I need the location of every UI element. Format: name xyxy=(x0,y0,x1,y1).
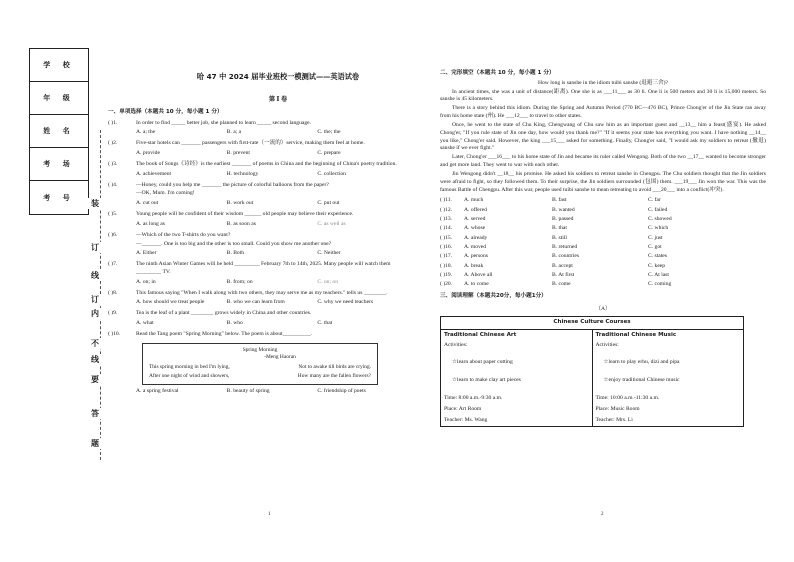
activities-label: Activities: xyxy=(444,341,468,348)
option-b: B. from; on xyxy=(226,278,253,285)
option-c: C. just xyxy=(648,234,663,241)
option-a: A. achievement xyxy=(136,170,172,177)
option-b: B. wanted xyxy=(552,206,575,213)
exam-title: 哈 47 中 2024 届毕业班校一模测试——英语试卷 xyxy=(196,72,360,81)
section-heading: 一、单项选择（本题共 10 分，每小题 1 分） xyxy=(108,108,223,115)
course-art xyxy=(441,330,592,427)
course-time: Time: 10:00 a.m.-11:30 a.m. xyxy=(595,395,660,401)
option-b: B. countries xyxy=(552,253,580,260)
poem-author: -Meng Haoran xyxy=(264,354,296,361)
cloze-number: ( )14. xyxy=(440,225,453,232)
question-text: In order to find _____ better job, she planned to learn _____ second language. xyxy=(136,119,312,126)
option-b: B. accept xyxy=(552,262,573,269)
activity-item: ☆enjoy traditional Chinese music xyxy=(603,377,680,384)
option-b: B. a; a xyxy=(226,129,242,136)
passage-paragraph: In ancient times, she was a unit of distance(距离). One she is as ___11___ as 30 li. One li is 500 meters and 30 li is 15,000 meters. So sanshe is 45 kilometers. xyxy=(440,88,766,103)
option-a: A. break xyxy=(464,262,484,269)
student-info-box xyxy=(29,48,89,215)
cloze-number: ( )18. xyxy=(440,262,453,269)
question-number: ( )10. xyxy=(108,330,121,337)
poem-line: Not to awake till birds are crying. xyxy=(298,363,371,370)
option-b: B. who we can learn from xyxy=(226,299,285,306)
question-1 xyxy=(108,120,408,138)
option-c: C. why we need teachers xyxy=(317,299,374,306)
question-4 xyxy=(108,182,408,208)
option-c: C. put out xyxy=(317,200,340,207)
option-a: A. served xyxy=(464,216,486,223)
course-table xyxy=(440,316,744,428)
option-c: C. prepare xyxy=(317,150,341,157)
option-b: B. as soon as xyxy=(226,220,256,227)
option-b: B. Both xyxy=(226,250,245,257)
question-text: This famous saying "When I walk along with two others, they may serve me as my teachers." tells us ________. xyxy=(136,289,388,296)
page-number-left: 1 xyxy=(268,512,271,517)
page-number-right: 2 xyxy=(601,512,604,517)
option-b: B. fast xyxy=(552,197,567,204)
option-a: A. Either xyxy=(136,250,157,257)
option-b: B. work out xyxy=(226,200,254,207)
option-a: A. a; the xyxy=(136,129,156,136)
info-field-school: 学 校 xyxy=(30,49,88,82)
passage-paragraph: Later, Chong'er ___16___ to his home state of Jin and became its ruler called Wengong. Both of the two __17__ wanted to become stronger and get more land. They went to war with each other. xyxy=(440,154,766,169)
option-a: A. to come xyxy=(464,281,489,288)
option-b: B. passed xyxy=(552,216,574,223)
binding-char: 线 xyxy=(88,270,102,281)
option-c: C. far xyxy=(648,197,661,204)
question-text-reply: —_______. One is too big and the other is too small. Could you show me another one? xyxy=(136,240,332,247)
question-9 xyxy=(108,310,408,328)
option-c: C. failed xyxy=(648,206,668,213)
option-a: A. moved xyxy=(464,244,487,251)
question-2 xyxy=(108,140,408,158)
cloze-number: ( )13. xyxy=(440,216,453,223)
activity-item: ☆learn about paper cutting xyxy=(452,359,513,366)
course-time: Time: 8:00 a.m.-9:30 a.m. xyxy=(444,395,503,401)
question-text: The ninth Asian Winter Games will be held _________ February 7th to 14th, 2025. Many people will watch them _________ TV. xyxy=(136,261,391,275)
cloze-number: ( )15. xyxy=(440,234,453,241)
info-field-grade: 年 级 xyxy=(30,82,88,115)
question-5 xyxy=(108,211,408,229)
binding-char: 订 xyxy=(88,242,102,253)
poem-line: How many are the fallen flowers? xyxy=(297,373,371,380)
course-place: Place: Art Room xyxy=(444,405,482,412)
volume-label: 第 Ⅰ 卷 xyxy=(268,96,288,104)
course-table-title: Chinese Culture Courses xyxy=(441,317,743,330)
question-6 xyxy=(108,232,408,258)
question-text-reply: —OK, Mum. I'm coming! xyxy=(136,190,195,197)
binding-char: 订 xyxy=(88,294,102,305)
binding-char: 线 xyxy=(88,354,102,365)
question-number: ( )5. xyxy=(108,211,118,218)
option-c: C. which xyxy=(648,225,669,232)
question-8 xyxy=(108,290,408,308)
passage-paragraph: There is a story behind this idiom. During the Spring and Autumn Period (770 BC—476 BC), Prince Chong'er of the Jin State ran away from his home state (州). He ___12___ to travel to other states. xyxy=(440,105,766,120)
info-field-room: 考 场 xyxy=(30,148,88,181)
question-text: Tea is the leaf of a plant ________ grows widely in China and other countries. xyxy=(136,310,312,317)
course-teacher: Teacher: Mrs. Li xyxy=(595,416,633,423)
section-heading: 三、阅读理解（本题共20分，每小题1分） xyxy=(440,293,547,300)
course-name: Traditional Chinese Music xyxy=(595,331,677,338)
option-c: C. as well as xyxy=(317,220,346,227)
binding-warning xyxy=(88,198,102,458)
option-a: A. whose xyxy=(464,225,486,232)
question-number: ( )7. xyxy=(108,261,118,268)
option-c: C. keep xyxy=(648,262,666,269)
question-text: Five-star hotels can _______ passengers with first-rate（一流的）service, making them feel at home. xyxy=(136,140,365,147)
option-a: A. provide xyxy=(136,150,160,157)
option-a: A. Above all xyxy=(464,272,493,279)
poem-line: After one night of wind and showers, xyxy=(149,373,230,380)
option-b: H. technology xyxy=(226,170,259,177)
option-b: B. returned xyxy=(552,244,578,251)
binding-char: 要 xyxy=(88,374,102,385)
option-c: C. coming xyxy=(648,281,672,288)
info-field-name: 姓 名 xyxy=(30,115,88,148)
passage-subtitle: How long is sanshe in the idiom tuibi sanshe (退避三舍)? xyxy=(537,79,669,86)
option-b: B. come xyxy=(552,281,571,288)
question-number: ( )4. xyxy=(108,181,118,188)
course-name: Traditional Chinese Art xyxy=(444,331,517,338)
cloze-number: ( )17. xyxy=(440,253,453,260)
option-a: A. offered xyxy=(464,206,487,213)
question-7 xyxy=(108,261,408,286)
option-a: A. how should we treat people xyxy=(136,299,205,306)
poem-line: This spring morning in bed I'm lying, xyxy=(149,363,230,370)
option-c: C. that xyxy=(317,320,333,327)
passage-paragraph: Jin Wengong didn't __18__ his promise. He asked his soldiers to retreat sanshe in Chengpu. The Chu soldiers thought that the Jin soldiers were afraid to fight, so they followed them. To their surprise, the Jin soldiers surrounded (包围) them. ___19___ Jin won the war. This was the famous Battle of Chengpu. After this war, people used tuibi sanshe to mean retreating to avoid ___20___ into a conflict(冲突). xyxy=(440,170,766,193)
question-number: ( )8. xyxy=(108,289,118,296)
option-a: A. a spring festival xyxy=(136,388,179,395)
option-c: C. showed xyxy=(648,216,672,223)
option-b: B. prevent xyxy=(226,150,250,157)
option-c: C. the; the xyxy=(317,129,341,136)
cloze-number: ( )11. xyxy=(440,197,452,204)
cloze-number: ( )20. xyxy=(440,281,453,288)
binding-char: 装 xyxy=(88,198,102,209)
question-text: The book of Songs《诗经》is the earliest _______ of poems in China and the beginning of China's poetry tradition. xyxy=(136,160,397,167)
option-b: B. that xyxy=(552,225,567,232)
cloze-number: ( )12. xyxy=(440,206,453,213)
option-a: A. what xyxy=(136,320,154,327)
cloze-number: ( )16. xyxy=(440,244,453,251)
question-number: ( )9. xyxy=(108,310,118,317)
option-a: A. persons xyxy=(464,253,488,260)
question-number: ( )6. xyxy=(108,231,118,238)
option-c: C. Neither xyxy=(317,250,341,257)
activities-label: Activities: xyxy=(595,341,619,348)
option-b: B. At first xyxy=(552,272,575,279)
info-field-number: 考 号 xyxy=(43,193,75,202)
poem-title: Spring Morning xyxy=(242,346,278,353)
question-number: ( )1. xyxy=(108,119,118,126)
option-c: C. states xyxy=(648,253,667,260)
cloze-number: ( )19. xyxy=(440,272,453,279)
activity-item: ☆learn to play erhu, dizi and pipa xyxy=(603,359,680,366)
binding-char: 内 xyxy=(88,308,102,319)
option-a: A. on; in xyxy=(136,278,156,285)
option-a: A. already xyxy=(464,234,488,241)
left-column xyxy=(108,66,408,396)
course-teacher: Teacher: Ms. Wang xyxy=(444,416,488,423)
question-number: ( )3. xyxy=(108,160,118,167)
option-b: B. who xyxy=(226,320,243,327)
cloze-passage xyxy=(440,89,766,195)
option-c: C. collection xyxy=(317,170,346,177)
section-heading: 二、完形填空（本题共 10 分，每小题 1 分） xyxy=(440,70,555,76)
question-text: Read the Tang poem "Spring Morning" below. The poem is about__________. xyxy=(136,330,313,337)
option-a: A. much xyxy=(464,197,484,204)
cloze-options xyxy=(440,197,766,289)
activity-item: ☆learn to make clay art pieces xyxy=(452,377,521,384)
option-c: C. on; on xyxy=(317,278,339,285)
binding-char: 题 xyxy=(88,438,102,449)
option-b: B. beauty of spring xyxy=(226,388,270,395)
question-number: ( )2. xyxy=(108,140,118,147)
question-text: —Honey, could you help me _______ the picture of colorful balloons from the paper? xyxy=(136,181,329,188)
passage-paragraph: Once, he went to the state of Chu King, Chengwang of Chu saw him as an important guest and __13__ him a feast(盛宴). He asked Chong'er, "If you rule state of Jin one day, how would you thank me?" "If it seems your state has everything you want. I have nothing __14__ you like," Chong'er said. However, the king ___15___ asked for something. Finally, Chong'er said, "I would ask my soldiers to retreat (撤退) sanshe if we ever fight." xyxy=(440,121,766,152)
option-b: B. still xyxy=(552,234,567,241)
binding-char: 答 xyxy=(88,408,102,419)
option-c: C. friendship of poets xyxy=(317,388,366,395)
question-text: Young people will be confident of their wisdom ______ old people may believe their experience. xyxy=(136,211,354,218)
binding-char: 不 xyxy=(88,338,102,349)
passage-label: （A） xyxy=(595,306,611,313)
course-music xyxy=(592,330,744,427)
option-a: A. cut out xyxy=(136,200,159,207)
option-a: A. as long as xyxy=(136,220,165,227)
right-column xyxy=(440,66,766,427)
option-c: C. At last xyxy=(648,272,669,279)
question-3 xyxy=(108,161,408,179)
question-text: —Which of the two T-shirts do you want? xyxy=(136,231,231,238)
option-c: C. got xyxy=(648,244,662,251)
question-10 xyxy=(108,331,408,396)
course-place: Place: Music Room xyxy=(595,405,640,412)
poem-box xyxy=(142,343,378,385)
